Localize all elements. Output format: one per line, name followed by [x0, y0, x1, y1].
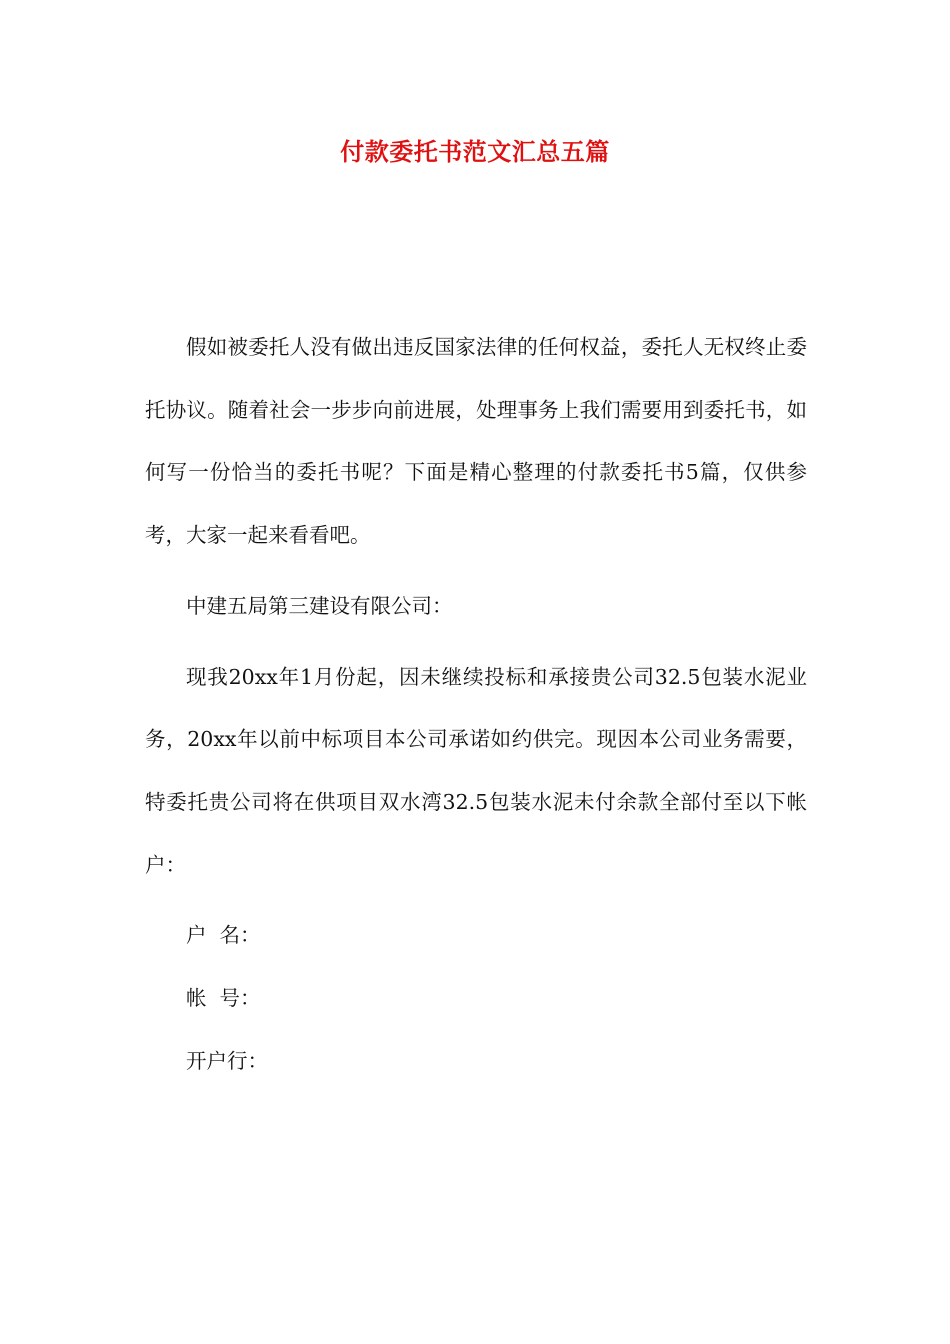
request-paragraph: 现我20xx年1月份起，因未继续投标和承接贵公司32.5包装水泥业务，20xx年以前中标项目本公司承诺如约供完。现因本公司业务需要，特委托贵公司将在供项目双水湾32.5包装水泥未付余款全部付至以下帐户： — [145, 664, 807, 877]
intro-paragraph: 假如被委托人没有做出违反国家法律的任何权益，委托人无权终止委托协议。随着社会一步步向前进展，处理事务上我们需要用到委托书，如何写一份恰当的委托书呢？下面是精心整理的付款委托书5篇，仅供参考，大家一起来看看吧。 — [145, 335, 807, 548]
bank-field: 开户行： — [186, 1048, 268, 1073]
document-body — [145, 316, 807, 1092]
addressee-line: 中建五局第三建设有限公司： — [186, 593, 453, 618]
account-name-field: 户 名： — [186, 923, 261, 948]
account-number-field: 帐 号： — [186, 986, 261, 1011]
document-title: 付款委托书范文汇总五篇 — [340, 137, 610, 166]
